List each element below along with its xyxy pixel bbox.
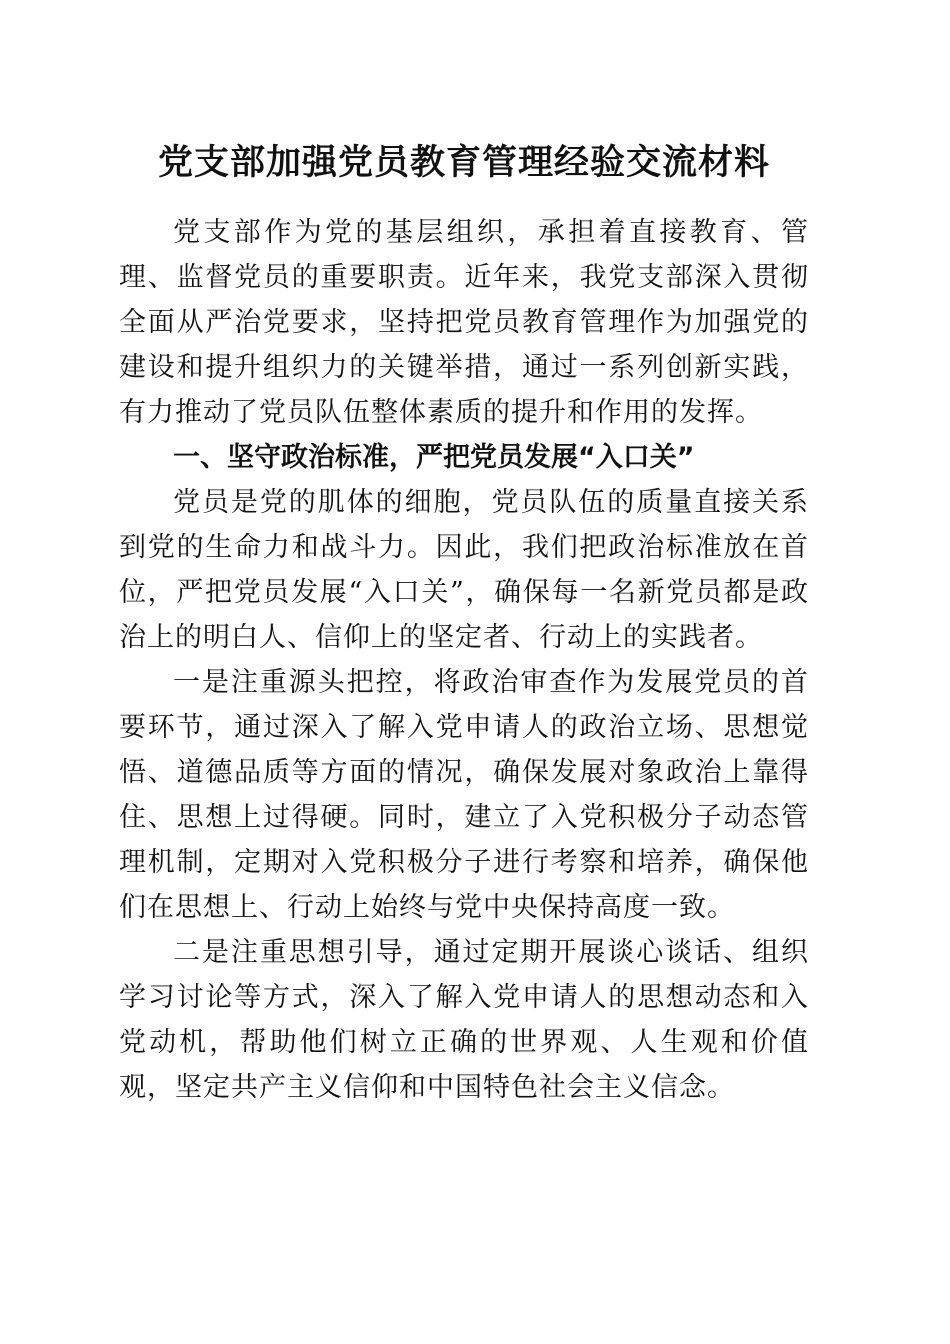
- section-1-paragraph-1: 党员是党的肌体的细胞，党员队伍的质量直接关系到党的生命力和战斗力。因此，我们把政治标准放在首位，严把党员发展“入口关”，确保每一名新党员都是政治上的明白人、信仰上的坚定者、行动上的实践者。: [119, 487, 809, 653]
- section-heading-1: 一、坚守政治标准，严把党员发展“入口关”: [173, 442, 695, 473]
- intro-paragraph: 党支部作为党的基层组织，承担着直接教育、管理、监督党员的重要职责。近年来，我党支部深入贯彻全面从严治党要求，坚持把党员教育管理作为加强党的建设和提升组织力的关键举措，通过一系列创新实践，有力推动了党员队伍整体素质的提升和作用的发挥。: [119, 217, 809, 428]
- section-1-paragraph-2: 一是注重源头把控，将政治审查作为发展党员的首要环节，通过深入了解入党申请人的政治立场、思想觉悟、道德品质等方面的情况，确保发展对象政治上靠得住、思想上过得硬。同时，建立了入党积极分子动态管理机制，定期对入党积极分子进行考察和培养，确保他们在思想上、行动上始终与党中央保持高度一致。: [119, 667, 809, 923]
- document-body: [119, 138, 809, 1110]
- section-1-paragraph-3: 二是注重思想引导，通过定期开展谈心谈话、组织学习讨论等方式，深入了解入党申请人的思想动态和入党动机，帮助他们树立正确的世界观、人生观和价值观，坚定共产主义信仰和中国特色社会主义信念。: [119, 937, 809, 1103]
- document-title: 党支部加强党员教育管理经验交流材料: [157, 142, 770, 183]
